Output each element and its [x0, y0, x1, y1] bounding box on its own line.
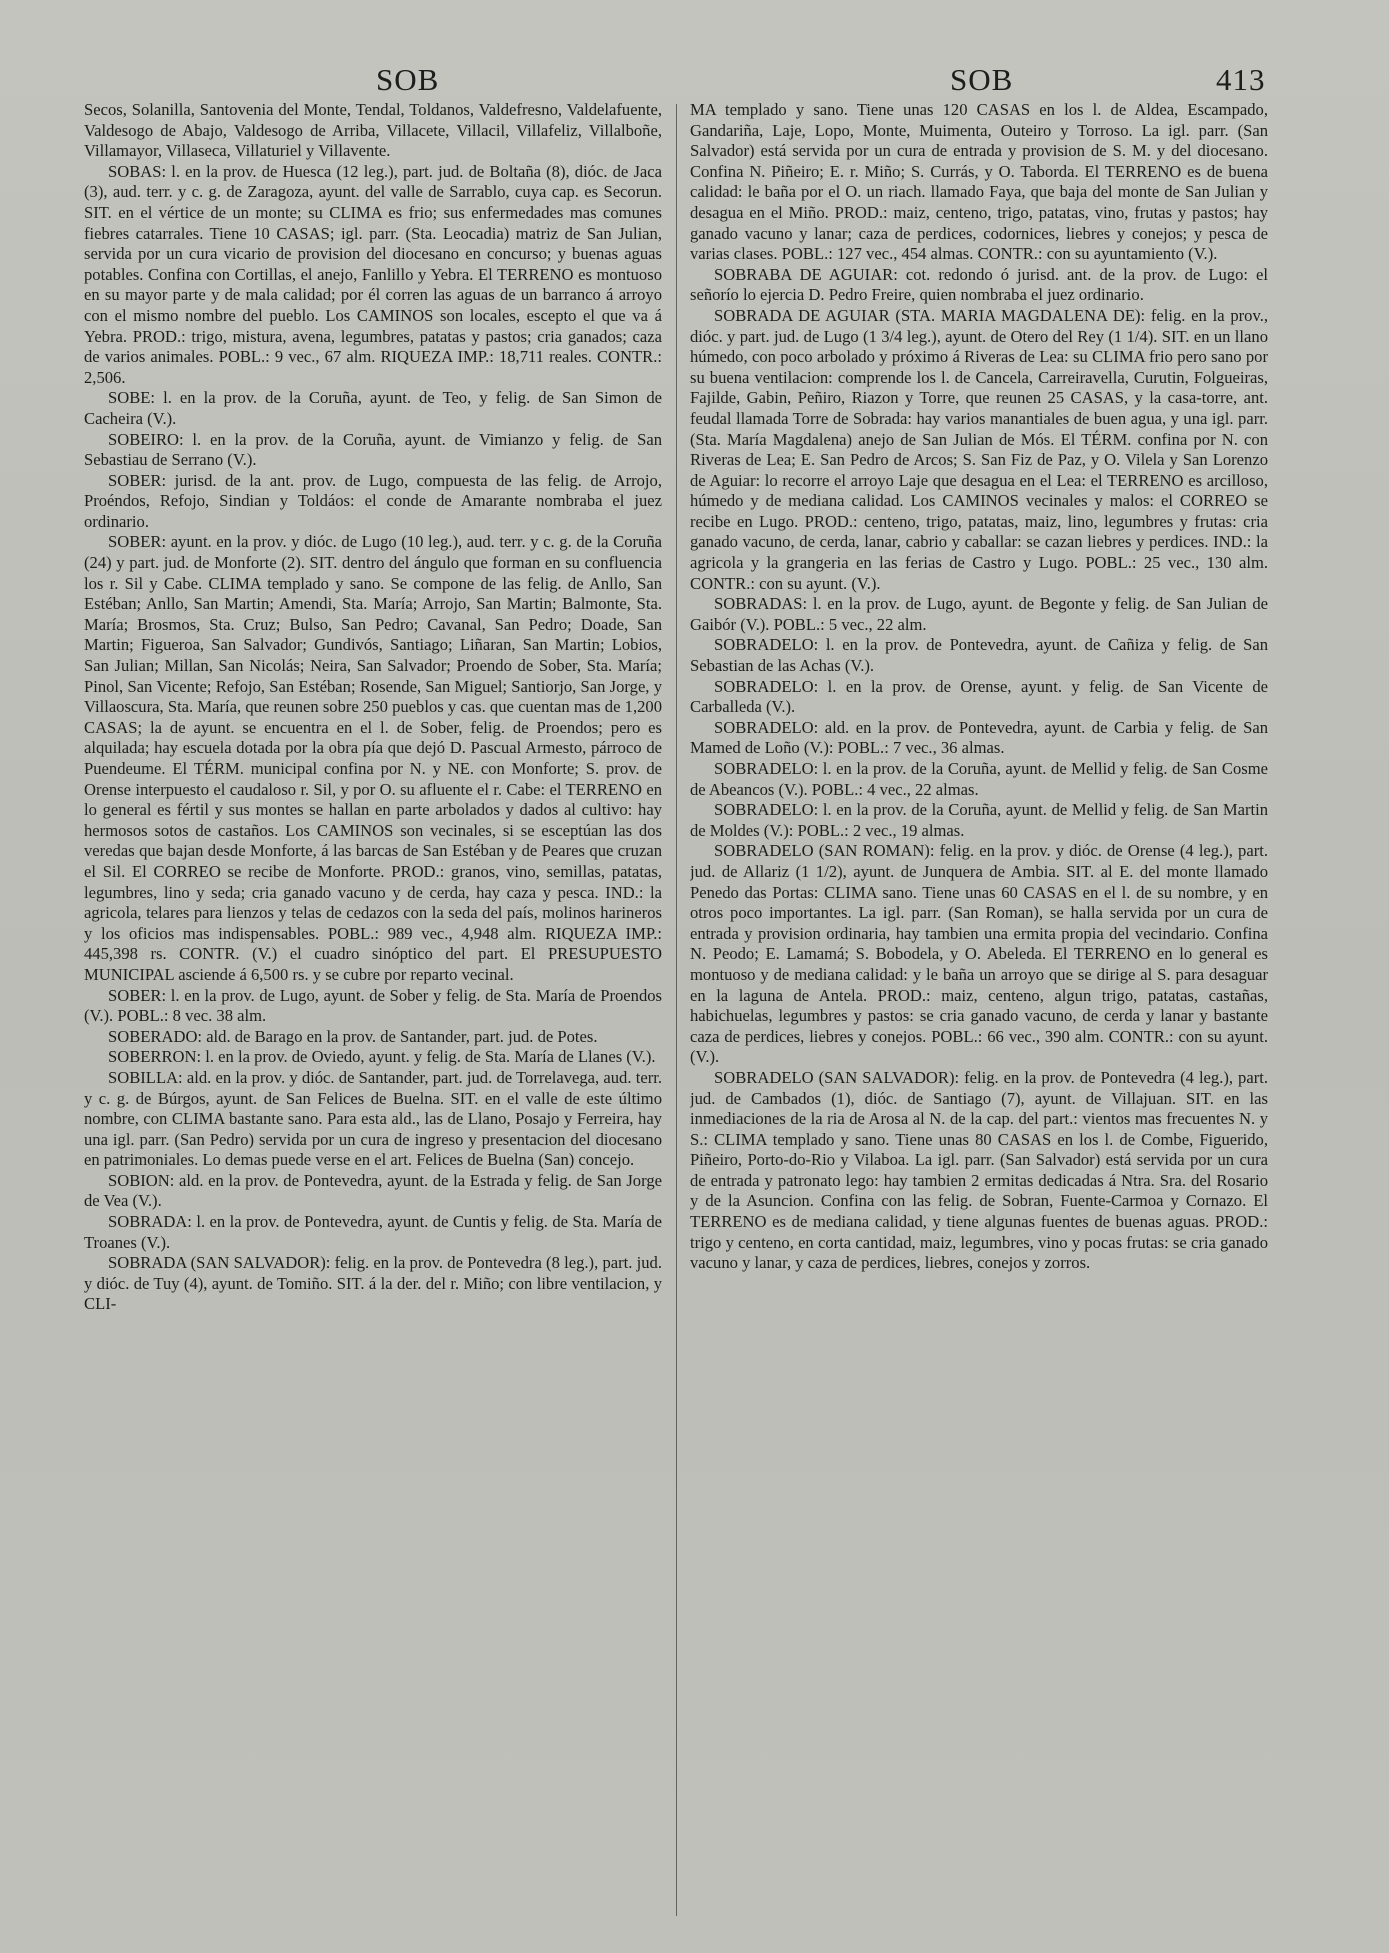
running-head [0, 62, 1389, 102]
left-column [84, 100, 662, 1940]
entry: SOBER: l. en la prov. de Lugo, ayunt. de Sober y felig. de Sta. María de Proendos (V.). POBL.: 8 vec. 38 alm. [84, 985, 662, 1026]
right-column [690, 100, 1268, 1940]
entry: SOBILLA: ald. en la prov. y dióc. de Santander, part. jud. de Torrelavega, aud. terr. y c. g. de Búrgos, ayunt. de San Felices de Buelna. SIT. en el valle de este último nombre, con CLIMA bastante sano. Para esta ald., las de Llano, Posajo y Ferreira, hay una igl. parr. (San Pedro) servida por un cura de ingreso y presentacion del diocesano en patrimoniales. Lo demas puede verse en el art. Felices de Buelna (San) concejo. [84, 1067, 662, 1170]
entry: SOBRADELO (SAN SALVADOR): felig. en la prov. de Pontevedra (4 leg.), part. jud. de Cambados (1), dióc. de Santiago (7), ayunt. de Villajuan. SIT. en las inmediaciones de la ria de Arosa al N. de la cap. del part.: vientos mas frecuentes N. y S.: CLIMA templado y sano. Tiene unas 80 CASAS en los l. de Combe, Figuerido, Piñeiro, Porto-do-Rio y Vilaboa. La igl. parr. (San Salvador) está servida por un cura de entrada y patronato lego: hay tambien 2 ermitas dedicadas á Ntra. Sra. del Rosario y de la Asuncion. Confina con las felig. de Sobran, Fuente-Carmoa y Cornazo. El TERRENO es de mediana calidad, y tiene algunas fuentes de buenas aguas. PROD.: trigo y centeno, en corta cantidad, maiz, legumbres, vino y pocas frutas: se cria ganado vacuno y lanar, y caza de perdices, liebres, conejos y zorros. [690, 1067, 1268, 1273]
entry: SOBER: ayunt. en la prov. y dióc. de Lugo (10 leg.), aud. terr. y c. g. de la Coruña (24) y part. jud. de Monforte (2). SIT. dentro del ángulo que forman en su confluencia los r. Sil y Cabe. CLIMA templado y sano. Se compone de las felig. de Anllo, San Estéban; Anllo, San Martin; Amendi, Sta. María; Arrojo, San Martin; Balmonte, Sta. María; Brosmos, Sta. Cruz; Bulso, San Pedro; Cavanal, San Pedro; Doade, San Martin; Figueroa, San Salvador; Gundivós, Santiago; Liñaran, San Martin; Lobios, San Julian; Millan, San Nicolás; Neira, San Salvador; Proendo de Sober, Sta. María; Pinol, San Vicente; Refojo, San Estéban; Rosende, San Miguel; Santiorjo, San Jorge, y Villaoscura, Sta. María, que reunen sobre 250 pueblos y cas. que cuentan mas de 1,200 CASAS; la de ayunt. se encuentra en el l. de Sober, felig. de Proendos; pero es alquilada; hay escuela dotada por la obra pía que dejó D. Pascual Armesto, párroco de Puendeume. El TÉRM. municipal confina por N. y NE. con Monforte; S. prov. de Orense interpuesto el caudaloso r. Sil, y por O. su afluente el r. Cabe: el TERRENO en lo general es fértil y sus montes se hallan en parte arbolados y dados al cultivo: hay hermosos sotos de castaños. Los CAMINOS son vecinales, si se esceptúan las dos veredas que bajan desde Monforte, á las barcas de San Estéban y de Peares que cruzan el Sil. El CORREO se recibe de Monforte. PROD.: granos, vino, semillas, patatas, legumbres, lino y seda; cria ganado vacuno y de cerda, hay caza y pesca. IND.: la agricola, telares para lienzos y telas de cedazos con la seda del país, molinos harineros y los oficios mas indispensables. POBL.: 989 vec., 4,948 alm. RIQUEZA IMP.: 445,398 rs. CONTR. (V.) el cuadro sinóptico del part. El PRESUPUESTO MUNICIPAL asciende á 6,500 rs. y se cubre por reparto vecinal. [84, 532, 662, 984]
entry: SOBRADAS: l. en la prov. de Lugo, ayunt. de Begonte y felig. de San Julian de Gaibór (V.). POBL.: 5 vec., 22 alm. [690, 594, 1268, 634]
entry: SOBRABA DE AGUIAR: cot. redondo ó jurisd. ant. de la prov. de Lugo: el señorío lo ejercia D. Pedro Freire, quien nombraba el juez ordinario. [690, 264, 1268, 305]
header-left-word: SOB [376, 62, 440, 97]
header-center-word: SOB [950, 62, 1014, 97]
entry: SOBRADELO: l. en la prov. de la Coruña, ayunt. de Mellid y felig. de San Cosme de Abeancos (V.). POBL.: 4 vec., 22 almas. [690, 759, 1268, 799]
entry: SOBEIRO: l. en la prov. de la Coruña, ayunt. de Vimianzo y felig. de San Sebastiau de Serrano (V.). [84, 429, 662, 470]
entry: SOBAS: l. en la prov. de Huesca (12 leg.), part. jud. de Boltaña (8), dióc. de Jaca (3), aud. terr. y c. g. de Zaragoza, ayunt. del valle de Sarrablo, cuya cap. es Secorun. SIT. en el vértice de un monte; su CLIMA es frio; sus enfermedades mas comunes fiebres catarrales. Tiene 10 CASAS; igl. parr. (Sta. Leocadia) matriz de San Julian, servida por un cura vicario de provision del diocesano en concurso; y buenas aguas potables. Confina con Cortillas, el anejo, Fanlillo y Yebra. El TERRENO es montuoso en su mayor parte y de mala calidad; por él corren las aguas de un barranco á arroyo con el mismo nombre del pueblo. Los CAMINOS son locales, escepto el que va á Yebra. PROD.: trigo, mistura, avena, legumbres, patatas y pastos; cria ganados; caza de varios animales. POBL.: 9 vec., 67 alm. RIQUEZA IMP.: 18,711 reales. CONTR.: 2,506. [84, 161, 662, 387]
entry: SOBRADELO (SAN ROMAN): felig. en la prov. y dióc. de Orense (4 leg.), part. jud. de Allariz (1 1/2), ayunt. de Junquera de Ambia. SIT. al E. del monte llamado Penedo das Portas: CLIMA sano. Tiene unas 60 CASAS en el l. de su nombre, y en otros poco importantes. La igl. parr. (San Roman), se halla servida por un cura de entrada y provision ordinaria, hay tambien una ermita propia del vecindario. Confina N. Peodo; E. Lamamá; S. Bobodela, y O. Abeleda. El TERRENO en lo general es montuoso y de mediana calidad: y le baña un arroyo que se dirige al S. para desaguar en la laguna de Antela. PROD.: maiz, centeno, algun trigo, patatas, castañas, habichuelas, legumbres y pastos: se cria ganado vacuno, de cerda y lanar y bastante caza de perdices, liebres y conejos. POBL.: 66 vec., 390 alm. CONTR.: con su ayunt. (V.). [690, 841, 1268, 1067]
entry: SOBER: jurisd. de la ant. prov. de Lugo, compuesta de las felig. de Arrojo, Proéndos, Refojo, Sindian y Toldáos: el conde de Amarante nombraba el juez ordinario. [84, 470, 662, 531]
entry: SOBRADELO: ald. en la prov. de Pontevedra, ayunt. de Carbia y felig. de San Mamed de Loño (V.): POBL.: 7 vec., 36 almas. [690, 717, 1268, 758]
entry: MA templado y sano. Tiene unas 120 CASAS en los l. de Aldea, Escampado, Gandariña, Laje, Lopo, Monte, Muimenta, Outeiro y Torroso. La igl. parr. (San Salvador) está servida por un cura de entrada y provision de S. M. y del diocesano. Confina N. Piñeiro; E. r. Miño; S. Currás, y O. Taborda. El TERRENO es de buena calidad: le baña por el O. un riach. llamado Faya, que baja del monte de San Julian y desagua en el Miño. PROD.: maiz, centeno, trigo, patatas, vino, frutas y pastos; hay ganado vacuno y lanar; caza de perdices, codornices, liebres y conejos; y pesca de varias clases. POBL.: 127 vec., 454 almas. CONTR.: con su ayuntamiento (V.). [690, 100, 1268, 264]
entry: Secos, Solanilla, Santovenia del Monte, Tendal, Toldanos, Valdefresno, Valdelafuente, Valdesogo de Abajo, Valdesogo de Arriba, Villacete, Villacil, Villafeliz, Villalboñe, Villamayor, Villaseca, Villaturiel y Villavente. [84, 100, 662, 161]
entry: SOBRADA (SAN SALVADOR): felig. en la prov. de Pontevedra (8 leg.), part. jud. y dióc. de Tuy (4), ayunt. de Tomiño. SIT. á la der. del r. Miño; con libre ventilacion, y CLI- [84, 1253, 662, 1314]
entry: SOBERRON: l. en la prov. de Oviedo, ayunt. y felig. de Sta. María de Llanes (V.). [108, 1047, 656, 1067]
entry: SOBRADELO: l. en la prov. de Orense, ayunt. y felig. de San Vicente de Carballeda (V.). [690, 676, 1268, 717]
entry: SOBION: ald. en la prov. de Pontevedra, ayunt. de la Estrada y felig. de San Jorge de Vea (V.). [84, 1170, 662, 1211]
entry: SOBRADA: l. en la prov. de Pontevedra, ayunt. de Cuntis y felig. de Sta. María de Troanes (V.). [84, 1212, 662, 1252]
entry: SOBRADELO: l. en la prov. de Pontevedra, ayunt. de Cañiza y felig. de San Sebastian de las Achas (V.). [690, 635, 1268, 676]
page-number: 413 [1216, 62, 1266, 97]
column-divider [676, 104, 677, 1916]
entry: SOBE: l. en la prov. de la Coruña, ayunt. de Teo, y felig. de San Simon de Cacheira (V.). [84, 388, 662, 428]
entry: SOBRADA DE AGUIAR (STA. MARIA MAGDALENA DE): felig. en la prov., dióc. y part. jud. de Lugo (1 3/4 leg.), ayunt. de Otero del Rey (1 1/4). SIT. en un llano húmedo, con poco arbolado y próximo á Riveras de Lea: su CLIMA frio pero sano por su buena ventilacion: comprende los l. de Cancela, Carreiravella, Curutin, Folgueiras, Fajilde, Gabin, Peñiro, Riazon y Torre, que reunen 25 CASAS, y la casa-torre, ant. feudal llamada Torre de Sobrada: hay varios manantiales de buen agua, y una igl. parr. (Sta. María Magdalena) anejo de San Julian de Mós. El TÉRM. confina por N. con Riveras de Lea; E. San Pedro de Arcos; S. San Fiz de Paz, y O. Vilela y San Lorenzo de Aguiar: lo recorre el arroyo Laje que desagua en el Lea: el TERRENO es arcilloso, húmedo y de mediana calidad. Los CAMINOS vecinales y malos: el CORREO se recibe en Lugo. PROD.: centeno, trigo, patatas, maiz, lino, legumbres y frutas: cria ganado vacuno, de cerda, lanar, cabrio y caballar: se cazan liebres y perdices. IND.: la agricola y la grangeria en las ferias de Castro y Lugo. POBL.: 25 vec., 130 alm. CONTR.: con su ayunt. (V.). [690, 305, 1268, 593]
entry: SOBRADELO: l. en la prov. de la Coruña, ayunt. de Mellid y felig. de San Martin de Moldes (V.): POBL.: 2 vec., 19 almas. [690, 800, 1268, 840]
entry: SOBERADO: ald. de Barago en la prov. de Santander, part. jud. de Potes. [108, 1026, 598, 1046]
